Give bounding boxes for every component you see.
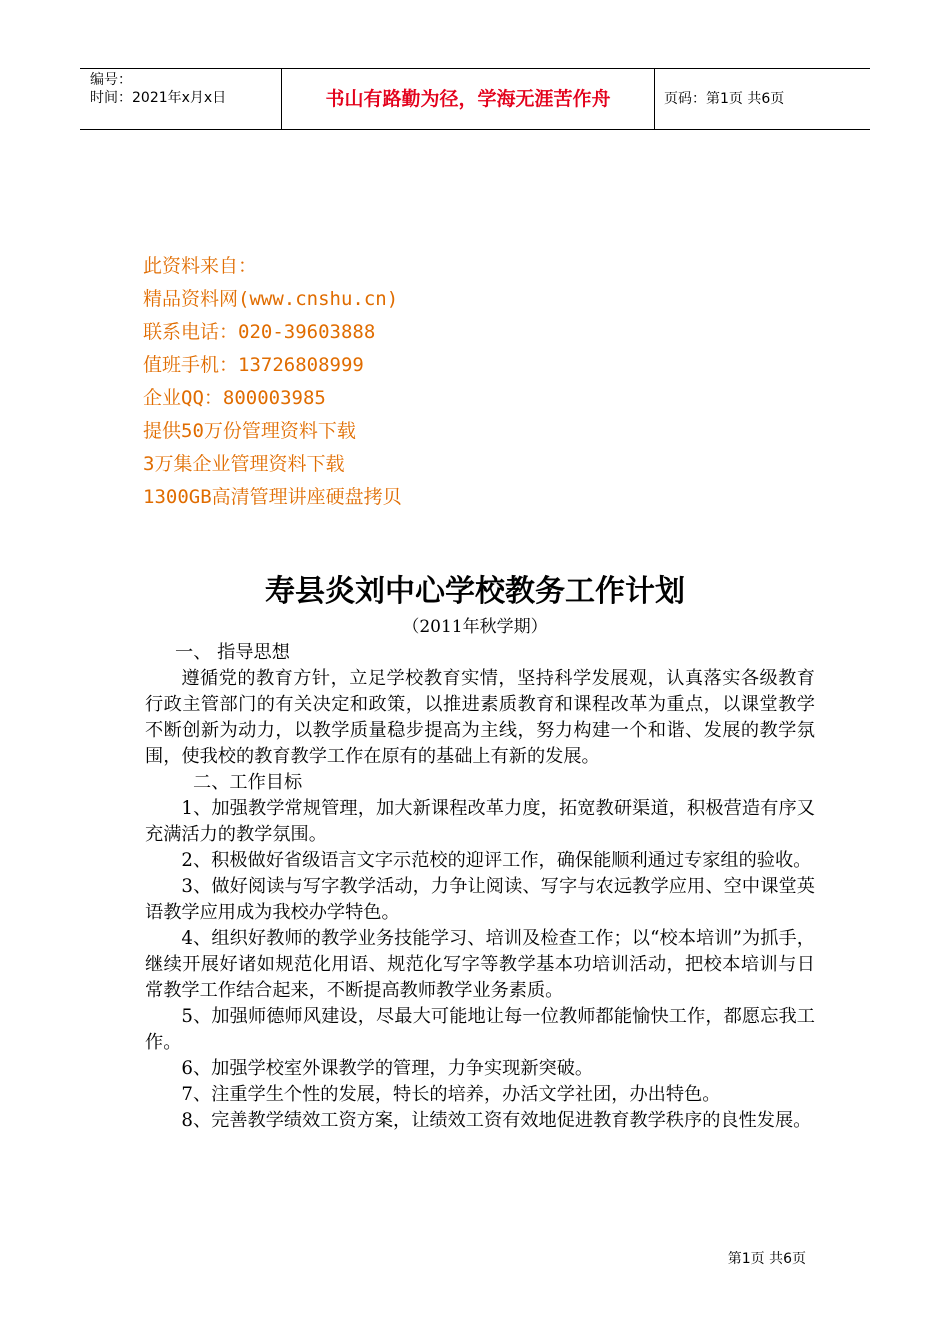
source-info-block (143, 250, 402, 514)
source-line: 提供50万份管理资料下载 (143, 420, 356, 442)
section-heading: 一、 指导思想 (175, 642, 290, 663)
document-body (145, 640, 815, 1134)
header-divider (654, 69, 655, 129)
goal-item: 3、做好阅读与写字教学活动，力争让阅读、写字与农远教学应用、空中课堂英语教学应用成为我校办学特色。 (145, 876, 815, 923)
goal-item: 8、完善教学绩效工资方案，让绩效工资有效地促进教育教学秩序的良性发展。 (181, 1110, 812, 1131)
goal-item: 6、加强学校室外课教学的管理，力争实现新突破。 (181, 1058, 594, 1079)
section-heading: 二、工作目标 (193, 772, 303, 793)
header-page-info: 页码：第1页 共6页 (664, 91, 785, 107)
header-motto: 书山有路勤为径，学海无涯苦作舟 (325, 88, 611, 110)
document-subtitle: （2011年秋学期） (402, 617, 548, 637)
source-line: 此资料来自： (143, 255, 258, 277)
section-paragraph: 遵循党的教育方针，立足学校教育实情，坚持科学发展观，认真落实各级教育行政主管部门的有关决定和政策，以推进素质教育和课程改革为重点，以课堂教学不断创新为动力，以教学质量稳步提高为主线，努力构建一个和谐、发展的教学氛围，使我校的教育教学工作在原有的基础上有新的发展。 (145, 668, 815, 767)
source-line: 精品资料网(www.cnshu.cn) (143, 288, 399, 310)
header-number-label: 编号： (90, 72, 132, 88)
goal-item: 1、加强教学常规管理，加大新课程改革力度，拓宽教研渠道，积极营造有序又充满活力的教学氛围。 (145, 798, 815, 845)
source-line: 3万集企业管理资料下载 (143, 453, 345, 475)
header-meta (90, 71, 280, 107)
source-line: 1300GB高清管理讲座硬盘拷贝 (143, 486, 402, 508)
document-title: 寿县炎刘中心学校教务工作计划 (265, 574, 685, 609)
goal-item: 7、注重学生个性的发展，特长的培养，办活文学社团，办出特色。 (181, 1084, 721, 1105)
source-line: 值班手机：13726808999 (143, 354, 364, 376)
source-line: 企业QQ：800003985 (143, 387, 326, 409)
header-time-label: 时间：2021年x月x日 (90, 90, 227, 106)
source-line: 联系电话：020-39603888 (143, 321, 376, 343)
goal-item: 2、积极做好省级语言文字示范校的迎评工作，确保能顺利通过专家组的验收。 (181, 850, 812, 871)
goal-item: 5、加强师德师风建设，尽最大可能地让每一位教师都能愉快工作，都愿忘我工作。 (145, 1006, 815, 1053)
goal-item: 4、组织好教师的教学业务技能学习、培训及检查工作；以“校本培训”为抓手，继续开展好诸如规范化用语、规范化写字等教学基本功培训活动，把校本培训与日常教学工作结合起来，不断提高教师教学业务素质。 (145, 928, 815, 1001)
page-header (80, 68, 870, 130)
page-footer: 第1页 共6页 (727, 1251, 806, 1267)
